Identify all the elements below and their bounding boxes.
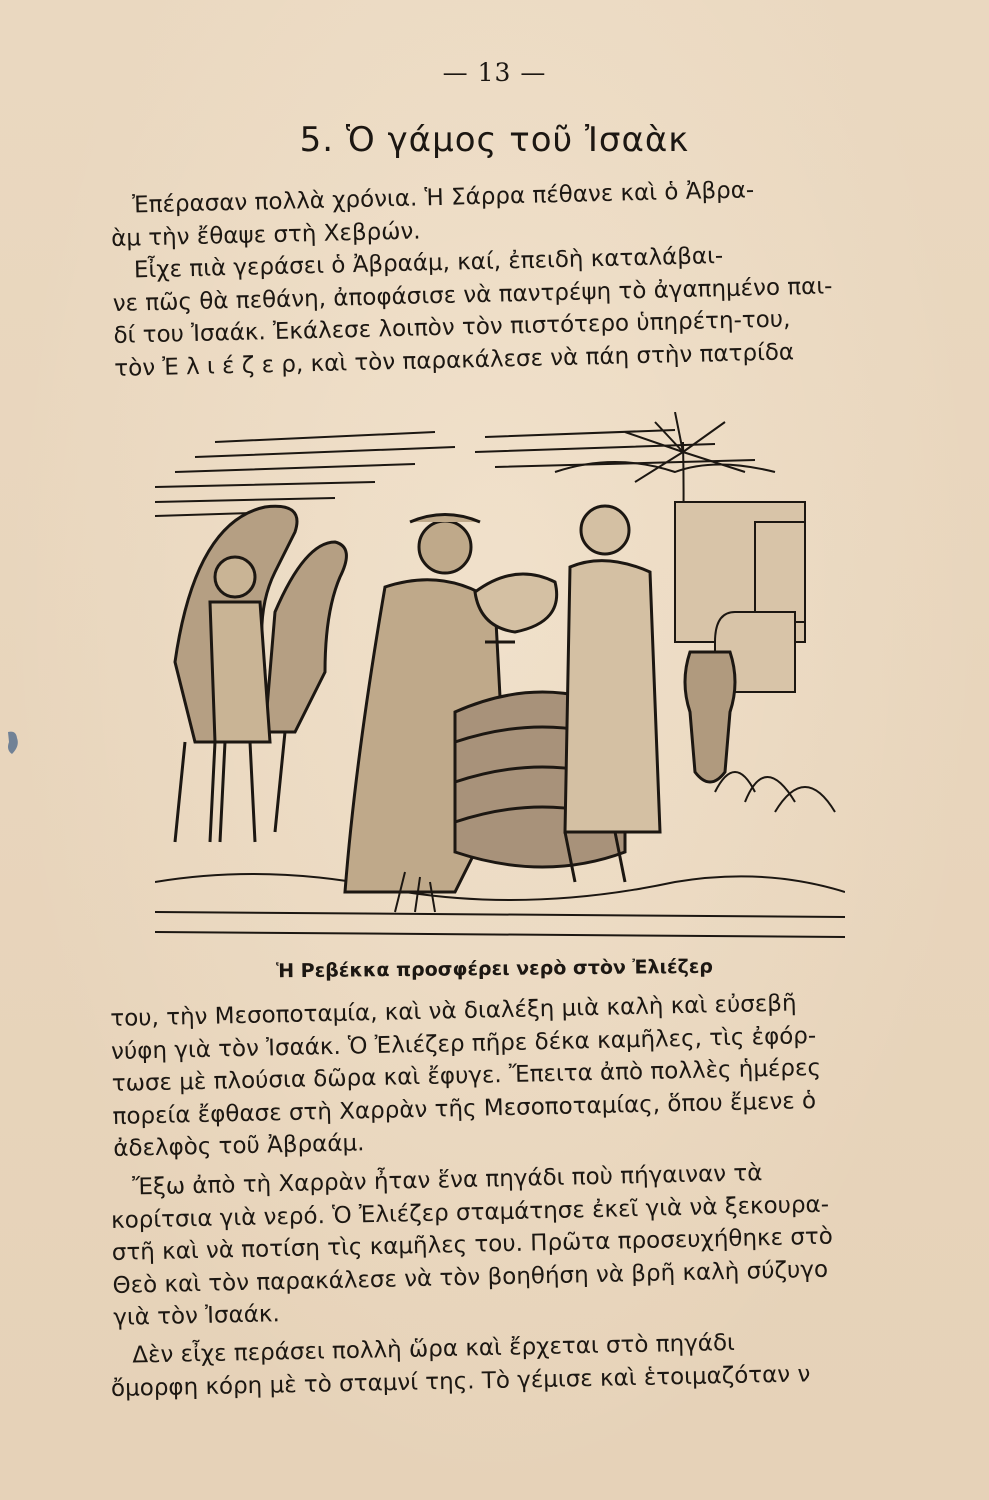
- ink-smudge-mark: [2, 728, 24, 758]
- paragraph-2: [110, 985, 903, 1165]
- illustration-caption: Ἡ Ρεβέκκα προσφέρει νερὸ στὸν Ἐλιέζερ: [275, 955, 714, 983]
- text-line: νύφη γιὰ τὸν Ἰσαάκ. Ὁ Ἐλιέζερ πῆρε δέκα καμῆλες, τὶς ἐφόρ-: [110, 1022, 817, 1065]
- text-line: Θεὸ καὶ τὸν παρακάλεσε νὰ τὸν βοηθήση νὰ βρῆ καλὴ σύζυγο: [112, 1256, 829, 1299]
- page-number: — 13 —: [442, 58, 547, 87]
- text-line: ὰμ τὴν ἔθαψε στὴ Χεβρών.: [110, 217, 421, 252]
- text-line: δί του Ἰσαάκ. Ἐκάλεσε λοιπὸν τὸν πιστότερο ὑπηρέτη-του,: [113, 306, 791, 349]
- paragraph-1: [110, 171, 905, 385]
- text-line: πορεία ἔφθασε στὴ Χαρρὰν τῆς Μεσοποταμίας, ὅπου ἔμενε ὁ: [112, 1087, 817, 1130]
- text-line: Δὲν εἶχε περάσει πολλὴ ὥρα καὶ ἔρχεται στὸ πηγάδι: [132, 1329, 736, 1369]
- text-line: Ἔξω ἀπὸ τὴ Χαρρὰν ἦταν ἕνα πηγάδι ποὺ πήγαιναν τὰ: [132, 1160, 763, 1201]
- text-line: τὸν Ἐ λ ι έ ζ ε ρ, καὶ τὸν παρακάλεσε νὰ πάη στὴν πατρίδα: [114, 338, 795, 382]
- text-line: Εἶχε πιὰ γεράσει ὁ Ἀβραάμ, καί, ἐπειδὴ καταλάβαι-: [133, 243, 724, 284]
- text-line: γιὰ τὸν Ἰσαάκ.: [113, 1301, 281, 1331]
- text-line: ὄμορφη κόρη μὲ τὸ σταμνί της. Τὸ γέμισε καὶ ἑτοιμαζόταν ν: [110, 1360, 811, 1402]
- chapter-title: 5. Ὁ γάμος τοῦ Ἰσαὰκ: [299, 120, 690, 160]
- paragraph-4: [110, 1323, 901, 1405]
- text-line: ἀδελφὸς τοῦ Ἀβραάμ.: [113, 1130, 365, 1162]
- text-line: στῆ καὶ νὰ ποτίση τὶς καμῆλες του. Πρῶτα προσευχήθηκε στὸ: [111, 1223, 834, 1266]
- text-line: νε πῶς θὰ πεθάνη, ἀποφάσισε νὰ παντρέψη τὸ ἀγαπημένο παι-: [112, 272, 833, 317]
- text-line: τωσε μὲ πλούσια δῶρα καὶ ἔφυγε. Ἔπειτα ἀπὸ πολλὲς ἡμέρες: [111, 1054, 822, 1097]
- paragraph-3: [110, 1154, 903, 1334]
- text-line: του, τὴν Μεσοποταμία, καὶ νὰ διαλέξη μιὰ καλὴ καὶ εὐσεβῆ: [110, 990, 797, 1032]
- text-line: κορίτσια γιὰ νερό. Ὁ Ἐλιέζερ σταμάτησε ἐκεῖ γιὰ νὰ ξεκουρα-: [110, 1191, 830, 1234]
- text-line: Ἐπέρασαν πολλὰ χρόνια. Ἡ Σάρρα πέθανε καὶ ὁ Ἀβρα-: [132, 177, 755, 219]
- engraving-illustration: [155, 412, 845, 952]
